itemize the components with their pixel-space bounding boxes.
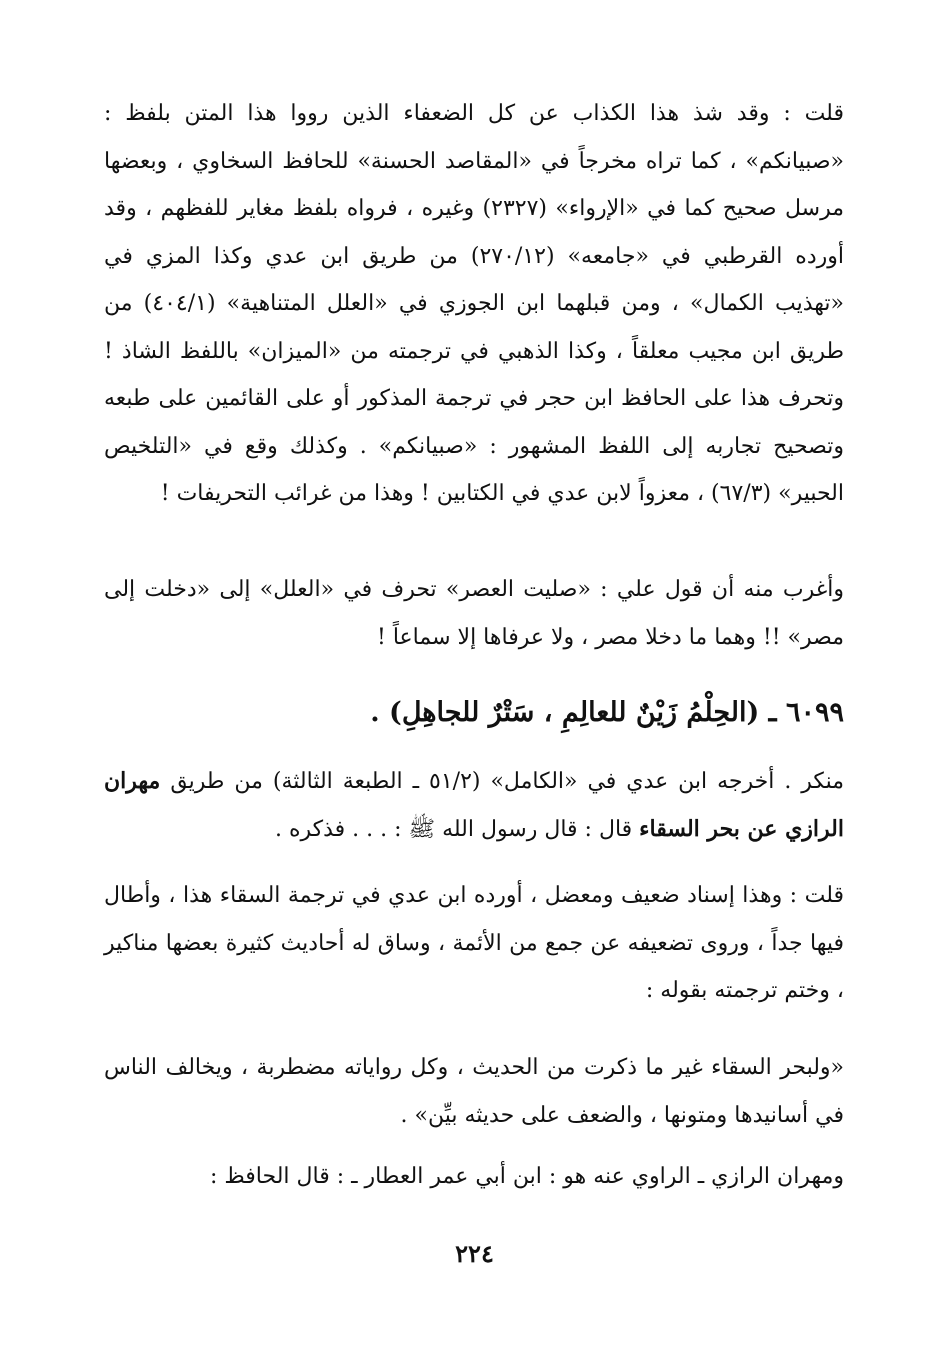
paragraph-commentary-2: وأغرب منه أن قول علي : «صليت العصر» تحرف في «العلل» إلى «دخلت إلى مصر» !! وهما ما دخلا مصر ، ولا عرفاها إلا سماعاً ! (104, 577, 844, 650)
paragraph-commentary-1: قلت : وقد شذ هذا الكذاب عن كل الضعفاء الذين رووا هذا المتن بلفظ : «صبيانكم» ، كما تراه مخرجاً في «المقاصد الحسنة» للحافظ السخاوي ، وبعضها مرسل صحيح كما في «الإرواء» (٢٣٢٧) وغيره ، فرواه بلفظ مغاير للفظهم ، وقد أورده القرطبي في «جامعه» (٢٧٠/١٢) من طريق ابن عدي وكذا المزي في «تهذيب الكمال» ، ومن قبلهما ابن الجوزي في «العلل المتناهية» (٤٠٤/١) من طريق ابن مجيب معلقاً ، وكذا الذهبي في ترجمته من «الميزان» باللفظ الشاذ ! وتحرف هذا على الحافظ ابن حجر في ترجمة المذكور أو على القائمين على طبعه وتصحيح تجاربه إلى اللفظ المشهور : «صبيانكم» . وكذلك وقع في «التلخيص الحبير» (٦٧/٣) ، معزواً لابن عدي في الكتابين ! وهذا من غرائب التحريفات ! (104, 101, 844, 506)
paragraph-commentary-4: ومهران الرازي ـ الراوي عنه هو : ابن أبي عمر العطار ـ : قال الحافظ : (210, 1164, 844, 1189)
takhrij-text-end: قال : قال رسول الله ﷺ : . . . فذكره . (274, 816, 640, 842)
paragraph-takhrij (104, 758, 844, 853)
paragraph-commentary-3: قلت : وهذا إسناد ضعيف ومعضل ، أورده ابن عدي في ترجمة السقاء هذا ، وأطال فيها جداً ، وروى تضعيفه عن جمع من الأئمة ، وساق له أحاديث كثيرة بعضها مناكير ، وختم ترجمته بقوله : (104, 883, 844, 1003)
quotation-ibn-adi: «ولبحر السقاء غير ما ذكرت من الحديث ، وكل رواياته مضطربة ، ويخالف الناس في أسانيدها ومتونها ، والضعف على حديثه بيِّن» . (104, 1055, 844, 1128)
page-number: ٢٢٤ (455, 1239, 494, 1268)
hadith-heading: ٦٠٩٩ ـ (الحِلْمُ زَيْنٌ للعالِمِ ، سَتْرٌ للجاهِلِ) . (370, 697, 844, 728)
takhrij-text-start: منكر . أخرجه ابن عدي في «الكامل» (٥١/٢ ـ الطبعة الثالثة) من طريق (170, 769, 844, 794)
isnad-narrators: مهران الرازي عن بحر السقاء (104, 768, 844, 842)
